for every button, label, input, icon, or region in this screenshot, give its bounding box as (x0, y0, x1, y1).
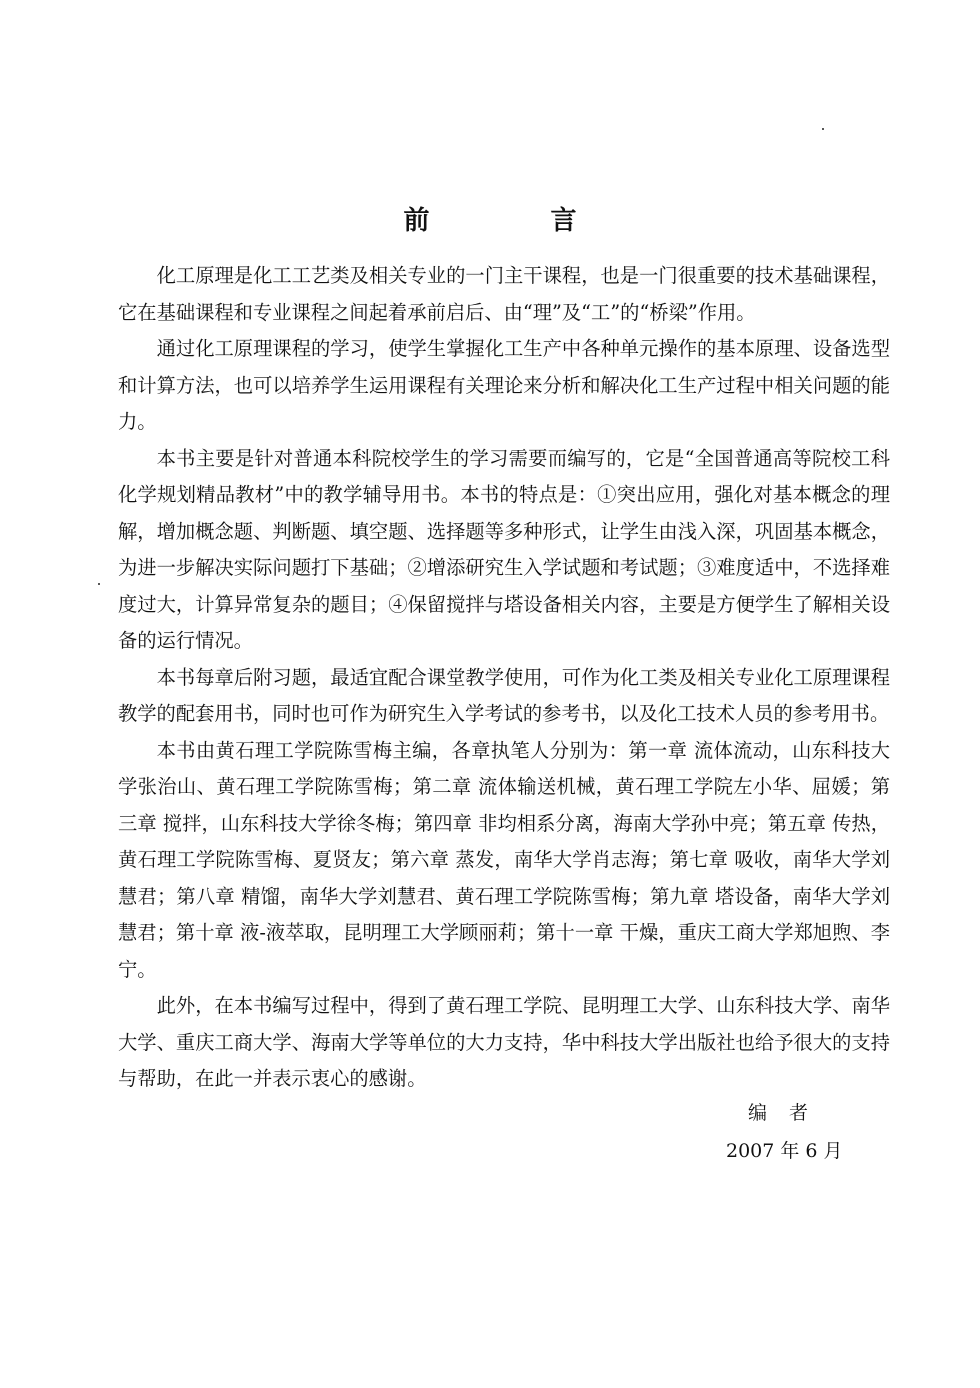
paragraph-1: 化工原理是化工工艺类及相关专业的一门主干课程，也是一门很重要的技术基础课程，它在基础课程和专业课程之间起着承前启后、由“理”及“工”的“桥梁”作用。 (118, 264, 890, 324)
publication-date: 2007 年 6 月 (726, 1140, 843, 1162)
paragraph-6: 此外，在本书编写过程中，得到了黄石理工学院、昆明理工大学、山东科技大学、南华大学、重庆工商大学、海南大学等单位的大力支持，华中科技大学出版社也给予很大的支持与帮助，在此一并表示衷心的感谢。 (118, 994, 890, 1090)
preface-body (118, 258, 890, 1098)
paragraph-4: 本书每章后附习题，最适宜配合课堂教学使用，可作为化工类及相关专业化工原理课程教学的配套用书，同时也可作为研究生入学考试的参考书，以及化工技术人员的参考用书。 (118, 665, 890, 725)
paragraph-3: 本书主要是针对普通本科院校学生的学习需要而编写的，它是“全国普通高等院校工科化学规划精品教材”中的教学辅导用书。本书的特点是：①突出应用，强化对基本概念的理解，增加概念题、判断题、填空题、选择题等多种形式，让学生由浅入深，巩固基本概念，为进一步解决实际问题打下基础；②增添研究生入学试题和考试题；③难度适中，不选择难度过大，计算异常复杂的题目；④保留搅拌与塔设备相关内容，主要是方便学生了解相关设备的运行情况。 (118, 446, 890, 652)
scan-speck (822, 128, 824, 130)
paragraph-2: 通过化工原理课程的学习，使学生掌握化工生产中各种单元操作的基本原理、设备选型和计算方法，也可以培养学生运用课程有关理论来分析和解决化工生产过程中相关问题的能力。 (118, 337, 890, 433)
paragraph-5: 本书由黄石理工学院陈雪梅主编，各章执笔人分别为：第一章 流体流动，山东科技大学张治山、黄石理工学院陈雪梅；第二章 流体输送机械，黄石理工学院左小华、屈媛；第三章 搅拌，山东科技大学徐冬梅；第四章 非均相系分离，海南大学孙中亮；第五章 传热，黄石理工学院陈雪梅、夏贤友；第六章 蒸发，南华大学肖志海；第七章 吸收，南华大学刘慧君；第八章 精馏，南华大学刘慧君、黄石理工学院陈雪梅；第九章 塔设备，南华大学刘慧君；第十章 液-液萃取，昆明理工大学顾丽莉；第十一章 干燥，重庆工商大学郑旭煦、李宁。 (118, 738, 890, 981)
page-title: 前 言 (403, 206, 633, 237)
author-signature: 编者 (748, 1102, 831, 1124)
scan-speck (98, 583, 100, 585)
